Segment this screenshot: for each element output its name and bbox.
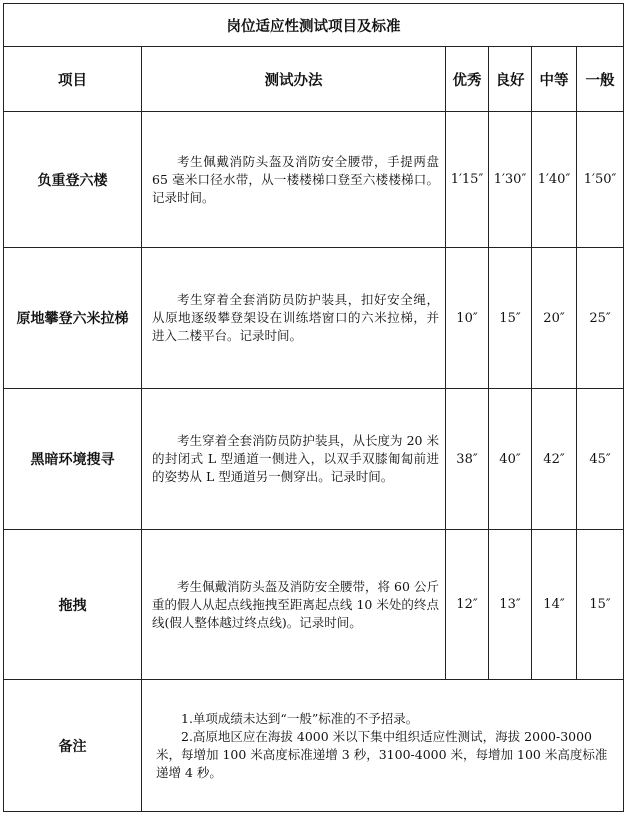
grade-general: 45″ xyxy=(577,389,624,530)
header-method: 测试办法 xyxy=(142,47,446,112)
table-row xyxy=(4,530,624,680)
note-line: 2.高原地区应在海拔 4000 米以下集中组织适应性测试，海拔 2000-3000 米，每增加 100 米高度标准递增 3 秒，3100-4000 米，每增加 100 米高度标准递增 4 秒。 xyxy=(156,728,608,780)
method-text: 考生佩戴消防头盔及消防安全腰带，将 60 公斤重的假人从起点线拖拽至距离起点线 10 米处的终点线(假人整体越过终点线)。记录时间。 xyxy=(152,578,439,630)
grade-good: 1′30″ xyxy=(489,112,532,248)
item-name: 拖拽 xyxy=(4,530,142,680)
note-line: 1.单项成绩未达到“一般”标准的不予招录。 xyxy=(181,710,419,726)
grade-excellent: 12″ xyxy=(446,530,489,680)
header-item: 项目 xyxy=(4,47,142,112)
table-row xyxy=(4,112,624,248)
header-general: 一般 xyxy=(577,47,624,112)
item-name: 负重登六楼 xyxy=(4,112,142,248)
grade-medium: 14″ xyxy=(532,530,577,680)
method-text: 考生穿着全套消防员防护装具，扣好安全绳，从原地逐级攀登架设在训练塔窗口的六米拉梯，并进入二楼平台。记录时间。 xyxy=(152,292,439,343)
header-row xyxy=(4,47,624,112)
method-cell xyxy=(142,248,446,389)
table-row xyxy=(4,389,624,530)
grade-general: 25″ xyxy=(577,248,624,389)
method-cell xyxy=(142,389,446,530)
note-label: 备注 xyxy=(4,680,142,812)
item-name: 黑暗环境搜寻 xyxy=(4,389,142,530)
grade-excellent: 1′15″ xyxy=(446,112,489,248)
header-excellent: 优秀 xyxy=(446,47,489,112)
grade-excellent: 38″ xyxy=(446,389,489,530)
grade-excellent: 10″ xyxy=(446,248,489,389)
grade-general: 1′50″ xyxy=(577,112,624,248)
standards-table xyxy=(3,3,624,812)
grade-good: 40″ xyxy=(489,389,532,530)
grade-medium: 20″ xyxy=(532,248,577,389)
grade-medium: 42″ xyxy=(532,389,577,530)
method-cell xyxy=(142,112,446,248)
table-title: 岗位适应性测试项目及标准 xyxy=(4,4,624,47)
grade-good: 15″ xyxy=(489,248,532,389)
table-row xyxy=(4,248,624,389)
grade-general: 15″ xyxy=(577,530,624,680)
method-cell xyxy=(142,530,446,680)
header-good: 良好 xyxy=(489,47,532,112)
header-medium: 中等 xyxy=(532,47,577,112)
method-text: 考生佩戴消防头盔及消防安全腰带，手提两盘 65 毫米口径水带，从一楼楼梯口登至六楼楼梯口。记录时间。 xyxy=(152,153,439,205)
method-text: 考生穿着全套消防员防护装具，从长度为 20 米的封闭式 L 型通道一侧进入，以双手双膝匍匐前进的姿势从 L 型通道另一侧穿出。记录时间。 xyxy=(152,433,439,484)
note-row xyxy=(4,680,624,812)
item-name: 原地攀登六米拉梯 xyxy=(4,248,142,389)
grade-good: 13″ xyxy=(489,530,532,680)
grade-medium: 1′40″ xyxy=(532,112,577,248)
note-cell xyxy=(142,680,624,812)
